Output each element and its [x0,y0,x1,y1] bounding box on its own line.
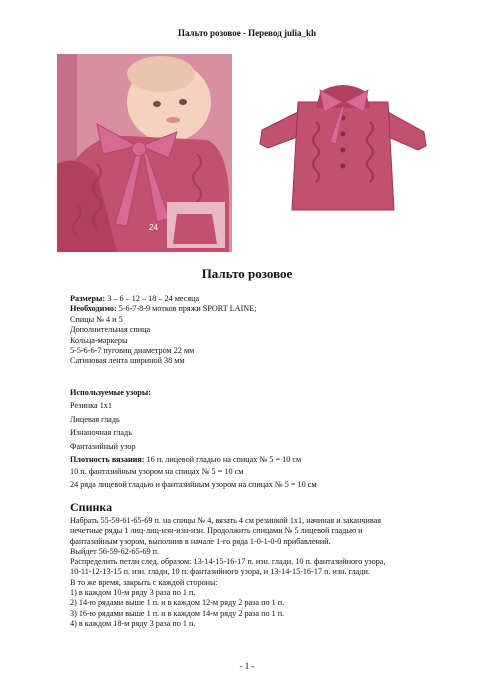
patterns-heading: Используемые узоры: [70,388,151,397]
sizes-line [70,294,470,304]
cardigan-photo [258,72,428,217]
density-line-2: 10 п. фантазийным узором на спицах № 5 = 10 см [70,467,244,477]
spec-item: Кольца-маркеры [70,335,128,345]
spec-item: Дополнительная спица [70,325,151,335]
needed-label: Необходимо: [70,304,117,314]
back-line: В то же время, закрыть с каждой стороны: [70,577,218,587]
spec-item: Сатиновая лента шириной 38 мм [70,356,185,366]
back-line: Набрать 55-59-61-65-69 п. на спицы № 4, вязать 4 см резинкой 1x1, начиная и заканчивая [70,516,382,525]
cardigan-illustration [258,72,428,217]
back-line: 10-11-12-13-15 п. изн. глади, 10 п. фантазийного узора, и 13-14-15-16-17 п. изн. глади. [70,567,370,577]
density-label: Плотность вязания: [70,455,145,464]
back-line: 3) 16-ю рядами выше 1 п. и в каждом 14-м ряду 2 раза по 1 п. [70,608,285,618]
back-line: Распределить петли след. образом: 13-14-15-16-17 п. изн. глади, 10 п. фантазийного узора, [70,557,386,567]
density-line-1 [70,455,470,465]
density-line-3: 24 ряда лицевой гладью и фантазийным узором на спицах № 5 = 10 см [70,479,317,489]
back-heading: Спинка [70,500,113,514]
specs-section [70,294,470,367]
density-value-1: 16 п. лицевой гладью на спицах № 5 = 10 см [144,455,302,464]
baby-illustration [57,54,232,252]
back-line: Выйдет 56-59-62-65-69 п. [70,546,160,556]
back-line: 4) в каждом 18-м ряду 3 раза по 1 п. [70,618,196,628]
back-line: 2) 14-ю рядами выше 1 п. и в каждом 12-м ряду 2 раза по 1 п. [70,598,285,608]
page-number: - 1 - [239,661,255,671]
pattern-item: Резинка 1x1 [70,401,112,411]
sizes-label: Размеры: [70,294,106,303]
back-line: нечетные ряды 1 лиц-лиц-изн-изн-изн. Продолжить спицами № 5 лицевой гладью и [70,526,363,536]
photo-caption-number: 24 [149,223,158,232]
back-section [70,516,470,629]
spec-item: 5-5-6-6-7 пуговиц диаметром 22 мм [70,346,195,356]
baby-photo [57,54,232,252]
pattern-title: Пальто розовое [201,266,293,281]
pattern-item: Лицевая гладь [70,414,120,424]
sizes-value: 3 – 6 – 12 – 18 – 24 месяца [105,294,200,303]
needed-line [70,304,470,314]
pattern-item: Фантазийный узор [70,441,136,451]
needed-value: 5-6-7-8-9 мотков пряжи SPORT LAINE; [116,304,257,314]
density-section [70,455,470,490]
patterns-section [70,388,470,452]
spec-item: Спицы № 4 и 5 [70,314,123,324]
back-line: 1) в каждом 10-м ряду 3 раза по 1 п. [70,588,196,598]
back-line: фантазийным узором, выполнив в начале 1-го ряда 1-0-1-0-0 прибавлений. [70,536,331,546]
page-header: Пальто розовое - Перевод julia_kh [177,28,317,38]
pattern-item: Изнаночная гладь [70,428,132,438]
